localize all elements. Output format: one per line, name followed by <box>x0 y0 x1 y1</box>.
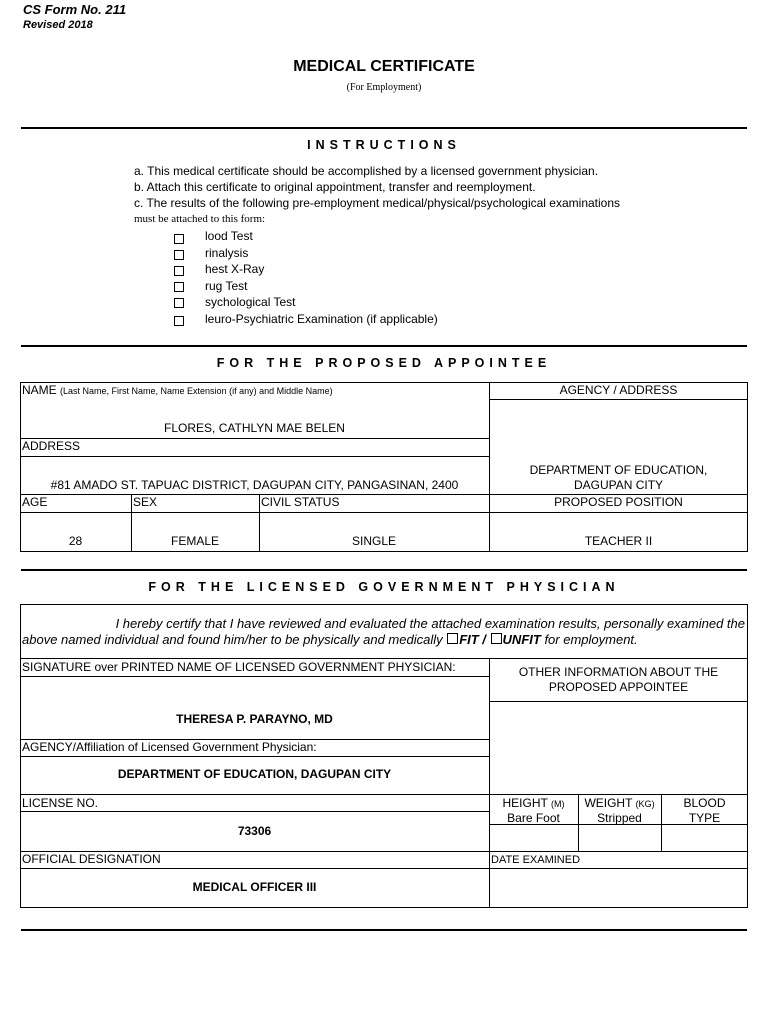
signature-label: SIGNATURE over PRINTED NAME OF LICENSED GOVERNMENT PHYSICIAN: <box>22 660 456 674</box>
fit-checkbox[interactable] <box>447 633 458 644</box>
weight-field[interactable] <box>579 825 660 850</box>
page-title: MEDICAL CERTIFICATE <box>293 58 475 75</box>
table-divider <box>20 438 489 439</box>
instructions-heading: INSTRUCTIONS <box>307 138 461 152</box>
weight-label: WEIGHT (KG) <box>584 796 655 810</box>
checklist-item: rug Test <box>205 279 248 293</box>
checkbox-psychological-test[interactable] <box>174 298 184 308</box>
blood-sublabel: TYPE <box>688 811 721 825</box>
blood-label: BLOOD <box>683 796 726 810</box>
name-label: NAME (Last Name, First Name, Name Extension (if any) and Middle Name) <box>22 383 333 397</box>
divider <box>21 929 747 931</box>
address-label: ADDRESS <box>22 439 81 453</box>
table-divider <box>20 811 489 812</box>
fit-label: FIT / <box>459 632 490 647</box>
page-subtitle: (For Employment) <box>346 82 422 93</box>
unfit-label: UNFIT <box>502 632 541 647</box>
checklist-item: leuro-Psychiatric Examination (if applicable) <box>205 312 438 326</box>
signature-field[interactable]: THERESA P. PARAYNO, MD <box>176 712 333 726</box>
civil-status-label: CIVIL STATUS <box>261 495 340 509</box>
checkbox-blood-test[interactable] <box>174 234 184 244</box>
table-divider <box>20 658 748 659</box>
instruction-c-cont: must be attached to this form: <box>134 213 266 225</box>
checklist-item: sychological Test <box>205 295 296 309</box>
revision-label: Revised 2018 <box>23 19 93 31</box>
table-divider <box>20 794 748 795</box>
position-field[interactable]: TEACHER II <box>584 534 653 548</box>
checkbox-drug-test[interactable] <box>174 282 184 292</box>
checklist-item: rinalysis <box>205 246 249 260</box>
certification-line2: above named individual and found him/her to be physically and medically FIT / UNFIT for employment. <box>22 632 638 647</box>
sex-field[interactable]: FEMALE <box>170 534 219 548</box>
checklist-item: lood Test <box>205 229 253 243</box>
divider <box>21 345 747 347</box>
designation-label: OFFICIAL DESIGNATION <box>22 852 161 866</box>
unfit-checkbox[interactable] <box>491 633 502 644</box>
height-field[interactable] <box>490 825 577 850</box>
height-label: HEIGHT (M) <box>502 796 565 810</box>
agency-field-line1[interactable]: DEPARTMENT OF EDUCATION, <box>529 463 708 477</box>
weight-sublabel: Stripped <box>597 811 642 825</box>
physician-agency-label: AGENCY/Affiliation of Licensed Government Physician: <box>22 740 317 754</box>
agency-field-line2[interactable]: DAGUPAN CITY <box>573 478 664 492</box>
checkbox-chest-xray[interactable] <box>174 266 184 276</box>
sex-label: SEX <box>133 495 158 509</box>
instruction-b: b. Attach this certificate to original appointment, transfer and reemployment. <box>134 180 536 194</box>
physician-agency-field[interactable]: DEPARTMENT OF EDUCATION, DAGUPAN CITY <box>117 767 392 781</box>
divider <box>21 569 747 571</box>
designation-field[interactable]: MEDICAL OFFICER III <box>192 880 317 894</box>
height-sublabel: Bare Foot <box>507 811 560 825</box>
table-divider <box>20 512 748 513</box>
position-label: PROPOSED POSITION <box>554 495 683 509</box>
license-label: LICENSE NO. <box>22 796 99 810</box>
certification-line1: I hereby certify that I have reviewed and evaluated the attached examination results, personally examined the <box>115 616 745 631</box>
table-divider <box>20 456 489 457</box>
date-examined-label: DATE EXAMINED <box>491 854 581 866</box>
table-divider <box>489 701 748 702</box>
date-examined-field[interactable] <box>490 869 747 907</box>
checkbox-neuro-psychiatric[interactable] <box>174 316 184 326</box>
name-field[interactable]: FLORES, CATHLYN MAE BELEN <box>164 421 345 435</box>
checklist-item: hest X-Ray <box>205 262 265 276</box>
table-divider <box>20 676 489 677</box>
age-label: AGE <box>22 495 48 509</box>
address-field[interactable]: #81 AMADO ST. TAPUAC DISTRICT, DAGUPAN CITY, PANGASINAN, 2400 <box>50 478 459 492</box>
other-info-line2: PROPOSED APPOINTEE <box>548 680 689 694</box>
license-field[interactable]: 73306 <box>237 824 272 838</box>
physician-heading: FOR THE LICENSED GOVERNMENT PHYSICIAN <box>148 580 620 594</box>
table-divider <box>489 399 748 400</box>
other-info-line1: OTHER INFORMATION ABOUT THE <box>518 665 719 679</box>
checkbox-urinalysis[interactable] <box>174 250 184 260</box>
instruction-c: c. The results of the following pre-employment medical/physical/psychological examinations <box>134 196 621 210</box>
agency-label: AGENCY / ADDRESS <box>559 383 678 397</box>
table-divider <box>20 756 489 757</box>
name-hint: (Last Name, First Name, Name Extension (if any) and Middle Name) <box>60 386 333 396</box>
age-field[interactable]: 28 <box>68 534 83 548</box>
blood-type-field[interactable] <box>662 825 747 850</box>
form-number: CS Form No. 211 <box>23 2 127 17</box>
civil-status-field[interactable]: SINGLE <box>351 534 396 548</box>
divider <box>21 127 747 129</box>
appointee-heading: FOR THE PROPOSED APPOINTEE <box>216 356 552 370</box>
instruction-a: a. This medical certificate should be accomplished by a licensed government physician. <box>134 164 599 178</box>
